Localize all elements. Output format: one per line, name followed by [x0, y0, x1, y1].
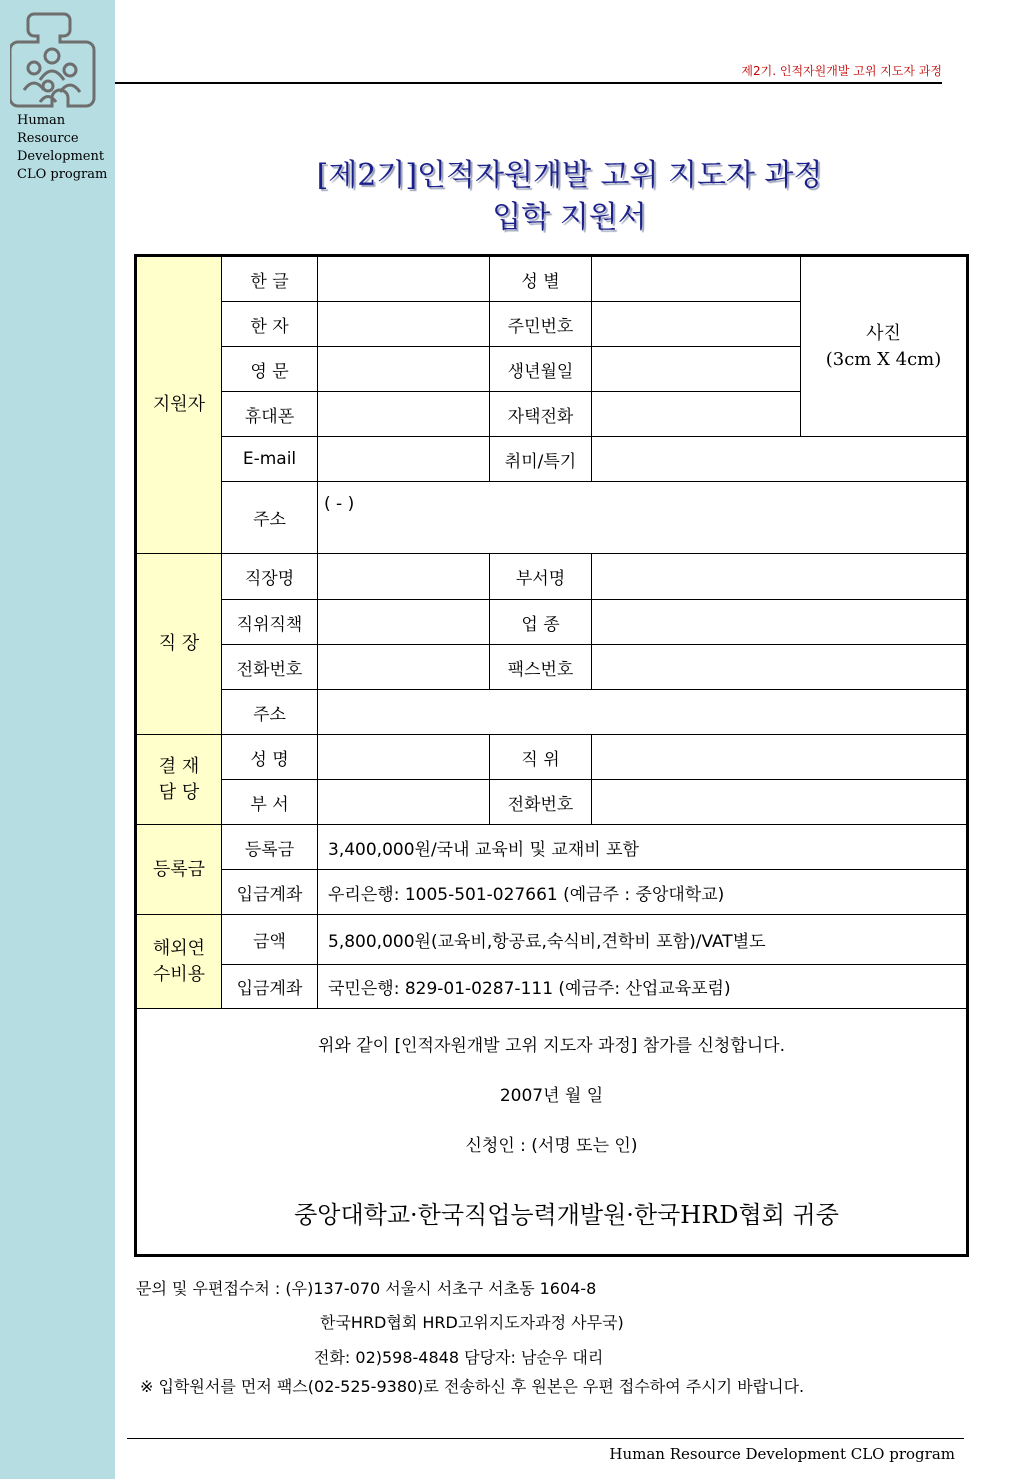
form-row: [136, 915, 968, 965]
application-statement: 위와 같이 [인적자원개발 고위 지도자 과정] 참가를 신청합니다.: [317, 1036, 786, 1056]
work-address-field[interactable]: [318, 690, 968, 735]
tuition-account-value: 우리은행: 1005-501-027661 (예금주 : 중앙대학교): [318, 870, 968, 915]
industry-field[interactable]: [592, 600, 968, 645]
page-title: [제2기]인적자원개발 고위 지도자 과정: [316, 158, 823, 193]
form-row: [136, 825, 968, 870]
section-overseas: 해외연 수비용: [136, 915, 222, 1009]
photo-box[interactable]: [801, 256, 968, 437]
approver-name-field[interactable]: [318, 735, 490, 780]
home-phone-field[interactable]: [592, 392, 801, 437]
fax-field[interactable]: [592, 645, 968, 690]
hanja-field[interactable]: [318, 302, 490, 347]
form-row: [136, 554, 968, 600]
photo-label: 사진: [866, 322, 901, 344]
contact-address: 문의 및 우편접수처 : (우)137-070 서울시 서초구 서초동 1604-8: [136, 1279, 597, 1298]
form-row: [136, 780, 968, 825]
gender-field[interactable]: [592, 256, 801, 302]
approver-phone-field[interactable]: [592, 780, 968, 825]
label-resident-no: 주민번호: [490, 302, 592, 347]
recipients: 중앙대학교·한국직업능력개발원·한국HRD협회 귀중: [294, 1201, 839, 1229]
section-applicant: 지원자: [136, 256, 222, 554]
contact-phone: 전화: 02)598-4848 담당자: 남순우 대리: [314, 1348, 604, 1367]
closing-statement: [136, 1009, 968, 1256]
label-work-phone: 전화번호: [222, 645, 318, 690]
applicant-signature[interactable]: 신청인 : (서명 또는 인): [465, 1136, 638, 1156]
label-email: E-mail: [222, 437, 318, 482]
tuition-fee-value: 3,400,000원/국내 교육비 및 교재비 포함: [318, 825, 968, 870]
work-phone-field[interactable]: [318, 645, 490, 690]
form-row: [136, 482, 968, 554]
label-approver-title: 직 위: [490, 735, 592, 780]
course-tag: 제2기. 인적자원개발 고위 지도자 과정: [741, 64, 942, 78]
label-mobile: 휴대폰: [222, 392, 318, 437]
resident-no-field[interactable]: [592, 302, 801, 347]
address-field[interactable]: ( - ): [318, 482, 968, 554]
mobile-field[interactable]: [318, 392, 490, 437]
label-fax: 팩스번호: [490, 645, 592, 690]
birth-date-field[interactable]: [592, 347, 801, 392]
form-row: [136, 870, 968, 915]
page-subtitle: 입학 지원서: [492, 200, 647, 235]
overseas-account-value: 국민은행: 829-01-0287-111 (예금주: 산업교육포럼): [318, 965, 968, 1009]
section-approver: 결 재 담 당: [136, 735, 222, 825]
label-hobby: 취미/특기: [490, 437, 592, 482]
form-row: [136, 690, 968, 735]
form-row: [136, 735, 968, 780]
application-form-table: [134, 254, 969, 1257]
people-puzzle-logo-icon: [10, 10, 100, 110]
label-position: 직위직책: [222, 600, 318, 645]
form-row: [136, 1009, 968, 1256]
label-address: 주소: [222, 482, 318, 554]
label-english: 영 문: [222, 347, 318, 392]
label-approver-phone: 전화번호: [490, 780, 592, 825]
label-home-phone: 자택전화: [490, 392, 592, 437]
label-approver-name: 성 명: [222, 735, 318, 780]
label-tuition-account: 입금계좌: [222, 870, 318, 915]
application-date[interactable]: 2007년 월 일: [499, 1086, 604, 1106]
submission-notice: ※ 입학원서를 먼저 팩스(02-525-9380)로 전송하신 후 원본은 우편 접수하여 주시기 바랍니다.: [140, 1377, 805, 1396]
hobby-field[interactable]: [592, 437, 968, 482]
header-divider: [115, 82, 942, 84]
label-birth-date: 생년월일: [490, 347, 592, 392]
sidebar: [0, 0, 115, 1479]
photo-size: (3cm X 4cm): [825, 348, 942, 370]
footer-program-name: Human Resource Development CLO program: [609, 1445, 955, 1463]
sidebar-program-label: Human Resource Development CLO program: [17, 113, 108, 182]
label-tuition-fee: 등록금: [222, 825, 318, 870]
label-overseas-account: 입금계좌: [222, 965, 318, 1009]
footer-divider: [127, 1438, 964, 1439]
label-company: 직장명: [222, 554, 318, 600]
approver-title-field[interactable]: [592, 735, 968, 780]
hangul-field[interactable]: [318, 256, 490, 302]
label-hangul: 한 글: [222, 256, 318, 302]
section-workplace: 직 장: [136, 554, 222, 735]
label-gender: 성 별: [490, 256, 592, 302]
section-tuition: 등록금: [136, 825, 222, 915]
label-industry: 업 종: [490, 600, 592, 645]
form-row: [136, 645, 968, 690]
label-department: 부서명: [490, 554, 592, 600]
email-field[interactable]: [318, 437, 490, 482]
form-row: [136, 437, 968, 482]
overseas-amount-value: 5,800,000원(교육비,항공료,숙식비,견학비 포함)/VAT별도: [318, 915, 968, 965]
form-row: [136, 600, 968, 645]
form-row: [136, 256, 968, 302]
contact-office: 한국HRD협회 HRD고위지도자과정 사무국): [320, 1313, 624, 1332]
label-overseas-amount: 금액: [222, 915, 318, 965]
department-field[interactable]: [592, 554, 968, 600]
form-row: [136, 965, 968, 1009]
approver-dept-field[interactable]: [318, 780, 490, 825]
label-approver-dept: 부 서: [222, 780, 318, 825]
label-hanja: 한 자: [222, 302, 318, 347]
company-field[interactable]: [318, 554, 490, 600]
english-name-field[interactable]: [318, 347, 490, 392]
label-work-address: 주소: [222, 690, 318, 735]
position-field[interactable]: [318, 600, 490, 645]
